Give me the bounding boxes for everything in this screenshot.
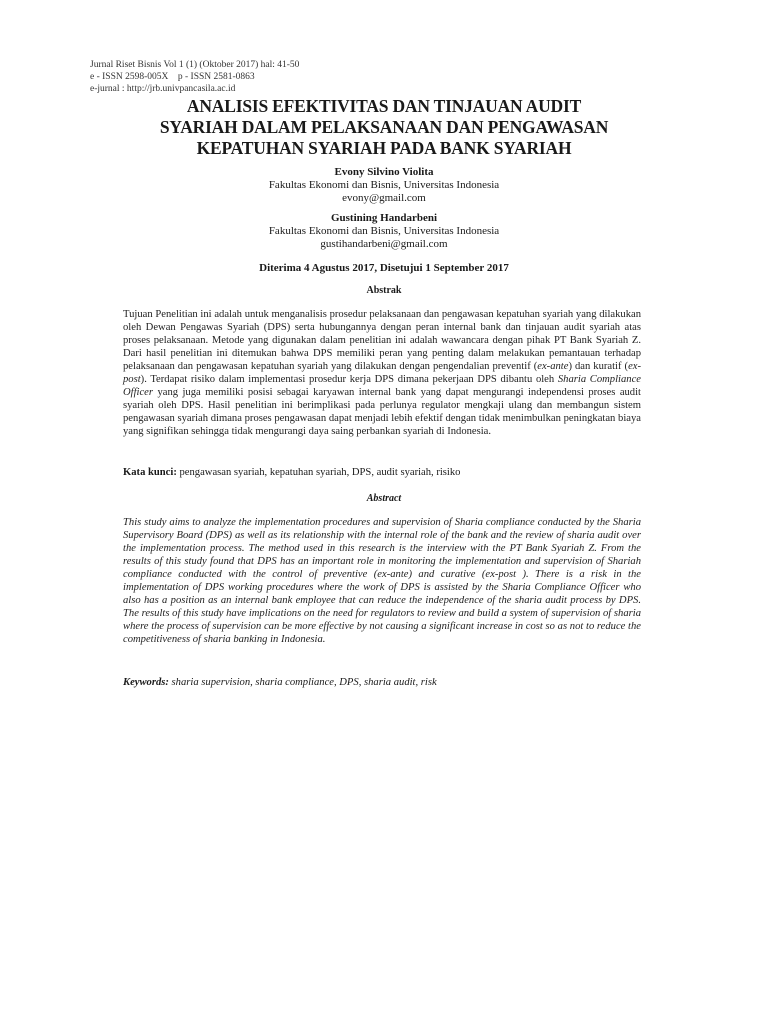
author-affiliation: Fakultas Ekonomi dan Bisnis, Universitas Indonesia <box>268 225 500 237</box>
author-block-2 <box>0 212 768 251</box>
kata-kunci-label: Kata kunci: <box>123 467 177 478</box>
issn-line: e - ISSN 2598-005X p - ISSN 2581-0863 <box>90 72 255 82</box>
abstrak-text-part: yang juga memiliki posisi sebagai karyawan internal bank yang dapat mengurangi independensi proses audit syariah oleh DPS. Hasil penelitian ini berimplikasi pada perlunya regulator mengkaji ulang dan membangun sistem pengawasan syariah dimana proses pengawasan dapat menjadi lebih efektif dengan tidak menimbulkan peningkatan biaya yang signifikan sehingga tidak mengurangi daya saing perbankan syariah di Indonesia. <box>123 387 641 437</box>
title-line-2: SYARIAH DALAM PELAKSANAAN DAN PENGAWASAN <box>159 117 609 137</box>
kata-kunci-text: pengawasan syariah, kepatuhan syariah, DPS, audit syariah, risiko <box>176 467 461 478</box>
abstrak-term-exante: ex-ante <box>537 361 569 372</box>
title-line-3: KEPATUHAN SYARIAH PADA BANK SYARIAH <box>196 138 572 158</box>
abstrak-text <box>123 308 641 438</box>
abstrak-term-expost: ex-post <box>123 361 641 385</box>
author-name: Evony Silvino Violita <box>334 166 434 178</box>
keywords-label: Keywords: <box>123 677 169 688</box>
author-email: evony@gmail.com <box>342 192 426 204</box>
author-name: Gustining Handarbeni <box>330 212 438 224</box>
received-dates: Diterima 4 Agustus 2017, Disetujui 1 September 2017 <box>259 262 509 274</box>
abstrak-text-part: ) dan kuratif ( <box>568 361 629 372</box>
kata-kunci <box>123 466 641 479</box>
keywords <box>123 676 641 689</box>
title-line-1: ANALISIS EFEKTIVITAS DAN TINJAUAN AUDIT <box>186 96 582 116</box>
keywords-text: sharia supervision, sharia compliance, DPS, sharia audit, risk <box>168 677 437 688</box>
abstrak-heading: Abstrak <box>366 285 402 296</box>
journal-header <box>90 59 299 95</box>
abstrak-text-part: Tujuan Penelitian ini adalah untuk menganalisis prosedur pelaksanaan dan pengawasan kepatuhan syariah yang dilakukan oleh Dewan Pengawas Syariah (DPS) serta hubungannya dengan peran internal bank dan tinjauan audit syariah atas proses pelaksanaan. Metode yang digunakan dalam penelitian ini adalah wawancara dengan pihak PT Bank Syariah Z. Dari hasil penelitian ini ditemukan bahwa DPS memiliki peran yang penting dalam melakukan pemantauan terhadap pelaksanaan dan pengawasan kepatuhan syariah yang dilakukan dengan pengendalian preventif ( <box>123 309 641 372</box>
abstract-text: This study aims to analyze the implementation procedures and supervision of Sharia compliance conducted by the Sharia Supervisory Board (DPS) as well as its relationship with the internal role of the bank and the review of sharia audit over the implementation process. The method used in this research is the interview with the PT Bank Syariah Z. From the results of this study found that DPS has an important role in monitoring the implementation and supervision of Shariah compliance conducted with the control of preventive (ex-ante) and curative (ex-post ). There is a risk in the implementation of DPS working procedures where the work of DPS is assisted by the Sharia Compliance Officer who also has a position as an internal bank employee that can reduce the independence of the sharia audit process by DPS. The results of this study have implications on the need for regulators to review and build a system of supervision of sharia where the process of supervision can be more effective by not causing a significant increase in cost so as not to reduce the competitiveness of sharia banking in Indonesia. <box>123 517 641 645</box>
journal-citation: Jurnal Riset Bisnis Vol 1 (1) (Oktober 2017) hal: 41-50 <box>90 60 300 70</box>
abstrak-text-part: ). Terdapat risiko dalam implementasi prosedur kerja DPS dimana pekerjaan DPS dibantu oleh <box>140 374 558 385</box>
author-block-1 <box>0 166 768 205</box>
author-email: gustihandarbeni@gmail.com <box>320 238 448 250</box>
abstrak-term-sco: Sharia Compliance Officer <box>123 374 641 398</box>
ejournal-url: e-jurnal : http://jrb.univpancasila.ac.id <box>90 84 236 94</box>
paper-title <box>0 96 768 159</box>
author-affiliation: Fakultas Ekonomi dan Bisnis, Universitas Indonesia <box>268 179 500 191</box>
abstract-heading: Abstract <box>366 493 402 504</box>
